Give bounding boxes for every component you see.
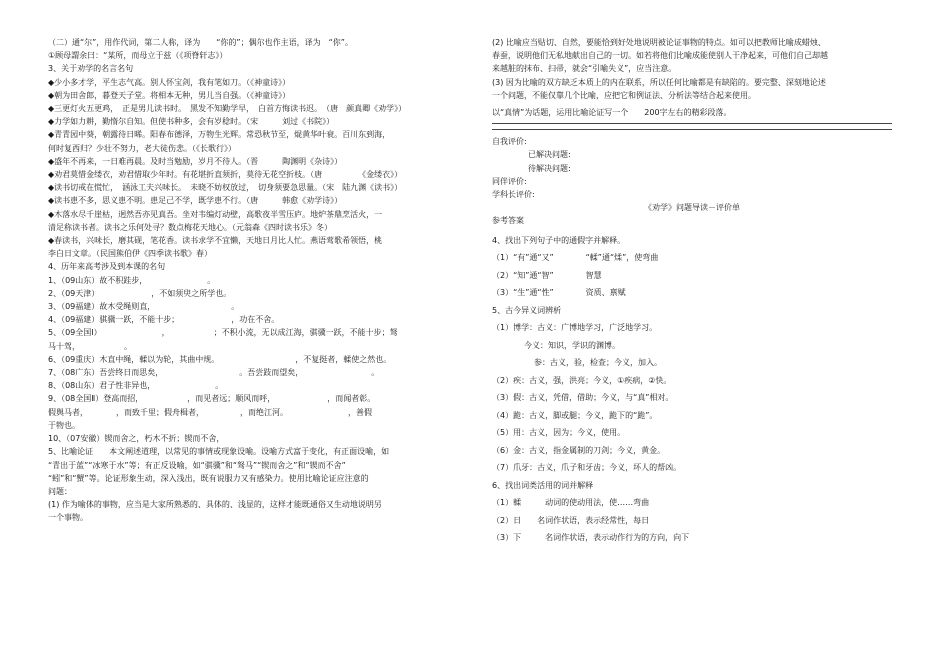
text-line: ◆少小多才学，平生志气高。别人怀宝剑，我有笔如刀。（《神童诗》） <box>48 77 291 87</box>
text-line: 一个问题，不能仅靠几个比喻，应把它和例证法、分析法等结合起来使用。 <box>492 90 756 100</box>
text-line: 春蚕，说明他们无私地献出自己的一切。如若将他们比喻成能使别人干净起来，可他们自己却越 <box>492 51 828 61</box>
answer-line: 今义：知识，学识的渊博。 <box>492 340 620 350</box>
text-line: 1、（09山东）故不积跬步， 。 <box>48 275 216 285</box>
answers-label: 参考答案 <box>492 216 524 226</box>
text-line: ①顾母謂余曰：“某所，而母立于兹（《项脊轩志》） <box>48 51 228 61</box>
text-line: 7、（08广东）吾尝终日而思矣， 。吾尝跂而望矣， 。 <box>48 368 380 378</box>
peer-evaluation-label: 同伴评价: <box>492 176 527 186</box>
text-line: 3、（09福建）故木受绳则直， 。 <box>48 302 240 312</box>
text-line: ◆青青园中葵，朝露待日晞。阳春布德泽，万物生光辉。常恐秋节至，焜黄华叶衰。百川东到海， <box>48 130 391 140</box>
teacher-evaluation-label: 学科长评价: <box>492 190 535 200</box>
answer-line: （1）輮 动词的使动用法，使……弯曲 <box>492 498 650 508</box>
text-line: (3) 因为比喻的双方缺乏本质上的内在联系，所以任何比喻都是有缺陷的。要完整、深刻地论述 <box>492 77 826 87</box>
answers-section <box>492 232 892 547</box>
text-line: (2) 比喻应当贴切、自然，要能恰到好处地说明被论证事物的特点。如可以把教师比喻成蜡烛、 <box>492 38 826 47</box>
answer-line: （2）日 名词作状语，表示经常性，每日 <box>492 515 650 525</box>
text-line: 问题： <box>48 486 72 496</box>
text-line: 于物也。 <box>48 420 80 430</box>
answer-line: （1）“有”通“又” “輮”通“煣”，使弯曲 <box>492 253 659 263</box>
pending-label: 待解决问题: <box>528 163 571 173</box>
text-line: ◆木落水尽千崖枯，迥然吾亦见真吾。坐对韦编灯动壁，高歌夜半雪压庐。地炉茶鼎烹活火，一 <box>48 209 383 219</box>
answer-line: （4）跪：古义，脚或腿；今义，跪下的“跪”。 <box>492 410 658 420</box>
text-line: ◆盛年不再来，一日难再晨。及时当勉励，岁月不待人。（晋 陶渊明《杂诗》） <box>48 156 343 166</box>
text-line: ◆劝君莫惜金缕衣，劝君惜取少年时。有花堪折直须折，莫待无花空折枝。（唐 《金缕衣》） <box>48 170 403 180</box>
section-heading: 6、找出词类活用的词并解释 <box>492 480 594 490</box>
text-line: ◆朝为田舍郎，暮登天子堂。将相本无种，男儿当自强。（《神童诗》） <box>48 90 291 100</box>
text-line: 8、（08山东）君子性非异也， 。 <box>48 381 224 391</box>
text-line: 来越脏的抹布、扫帚，就会“引喻失义”，应当注意。 <box>492 64 677 74</box>
text-line: 何时复西归？少壮不努力，老大徒伤悲。（《长歌行》） <box>48 143 236 153</box>
answer-line: （5）用：古义，因为；今义，使用。 <box>492 428 626 438</box>
answer-line: （2）疾：古义，强，洪亮；今义，①疾病，②快。 <box>492 375 672 385</box>
section-heading: 4、找出下列句子中的通假字并解释。 <box>492 235 626 245</box>
answer-line: （7）爪牙：古义，爪子和牙齿；今义，坏人的帮凶。 <box>492 463 682 473</box>
writing-prompt: 以“真情”为话题，运用比喻论证写一个 200字左右的精彩段落。 <box>492 108 732 118</box>
answer-line: （3）“生”通“性” 资质、禀赋 <box>492 288 626 298</box>
text-line: ◆读书切戒在慌忙， 涵泳工夫兴味长。 未晓不妨权放过， 切身须要急思量。（宋 陆九渊《读书》） <box>48 183 403 193</box>
text-line: （二）通“尔”，用作代词，第二人称，译为 “你的”；偶尔也作主语，译为 “你”。 <box>48 38 353 47</box>
text-line: 清足称读书者。读书之乐何处寻？数点梅花天地心。（元翁森《四时读书乐》冬） <box>48 222 332 232</box>
form-title: 《劝学》问题导读－评价单 <box>644 203 740 213</box>
text-line: 马十驾， 。 <box>48 341 132 351</box>
section-heading: 3、关于劝学的名言名句 <box>48 64 134 74</box>
text-line: ◆春读书，兴味长，磨其砚，笔花香。读书求学不宜懒，天地日月比人忙。燕语莺歌希领悟，桃 <box>48 236 383 246</box>
answer-line: （2）“知”通“智” 智慧 <box>492 270 602 280</box>
text-line: 10、（07安徽）锲而舍之，朽木不折；锲而不舍， <box>48 434 225 444</box>
divider <box>492 123 892 124</box>
answer-line: （1）博学：古义：广博地学习，广泛地学习。 <box>492 323 658 333</box>
solved-label: 已解决问题: <box>528 150 571 160</box>
text-line: 4、（09福建）骐骥一跃，不能十步； ，功在不舍。 <box>48 315 280 325</box>
text-line: 5、（09全国Ⅰ） ， ；不积小流，无以成江海，骐骥一跃，不能十步；驽 <box>48 328 398 338</box>
left-column <box>48 36 460 525</box>
answer-line: （6）金：古义，指金属制的刀剑；今义，黄金。 <box>492 445 666 455</box>
text-line: ◆力学如力耕，勤惰尔自知。但使书种多，会有岁稔时。（宋 刘过《书院》） <box>48 117 335 127</box>
text-line: ◆读书患不多，思义患不明。患足己不学，既学患不行。（唐 韩愈《劝学诗》） <box>48 196 343 206</box>
section-heading: 5、比喻论证 本文阐述道理，以常见的事情或现象设喻。设喻方式富于变化，有正面设喻，如 <box>48 447 390 457</box>
section-heading: 4、历年来高考涉及到本课的名句 <box>48 262 166 272</box>
divider <box>492 129 892 130</box>
answer-line: 参：古义，验，检查；今义，加入。 <box>518 358 662 368</box>
section-heading: 5、古今异义词辨析 <box>492 305 562 315</box>
text-line: 2、（09天津） ，不如须臾之所学也。 <box>48 288 232 298</box>
text-line: 李白日文章。（民国熊伯伊《四季读书歌》春） <box>48 249 212 259</box>
text-line: ◆三更灯火五更鸡， 正是男儿读书时。 黑发不知勤学早， 白首方悔读书迟。 （唐 颜真卿《劝学》） <box>48 104 407 114</box>
text-line: “青出于蓝”“冰寒于水”等；有正反设喻，如“骐骥”和“驽马”“锲而舍之”和“锲而不舍” <box>48 460 346 470</box>
text-line: 一个事物。 <box>48 513 88 523</box>
text-line: “蚓”和“蟹”等。论证形象生动，深入浅出，既有说服力又有感染力。使用比喻论证应注意的 <box>48 473 369 483</box>
self-evaluation-label: 自我评价: <box>492 137 527 147</box>
text-line: (1) 作为喻体的事物，应当是大家所熟悉的、具体的、浅显的，这样才能既通俗又生动地说明另 <box>48 500 382 510</box>
right-column <box>492 36 892 547</box>
text-line: 9、（08全国Ⅱ）登高而招， ，而见者远；顺风而呼， ，而闻者彰。 <box>48 394 376 404</box>
text-line: 6、（09重庆）木直中绳，輮以为轮，其曲中规。 ，不复挺者，輮使之然也。 <box>48 354 392 364</box>
answer-line: （3）下 名词作状语，表示动作行为的方向，向下 <box>492 533 690 543</box>
text-line: 假舆马者， ，而致千里；假舟楫者， ，而绝江河。 ，善假 <box>48 407 372 417</box>
answer-line: （3）假：古义，凭借，借助；今义，与“真”相对。 <box>492 393 674 403</box>
